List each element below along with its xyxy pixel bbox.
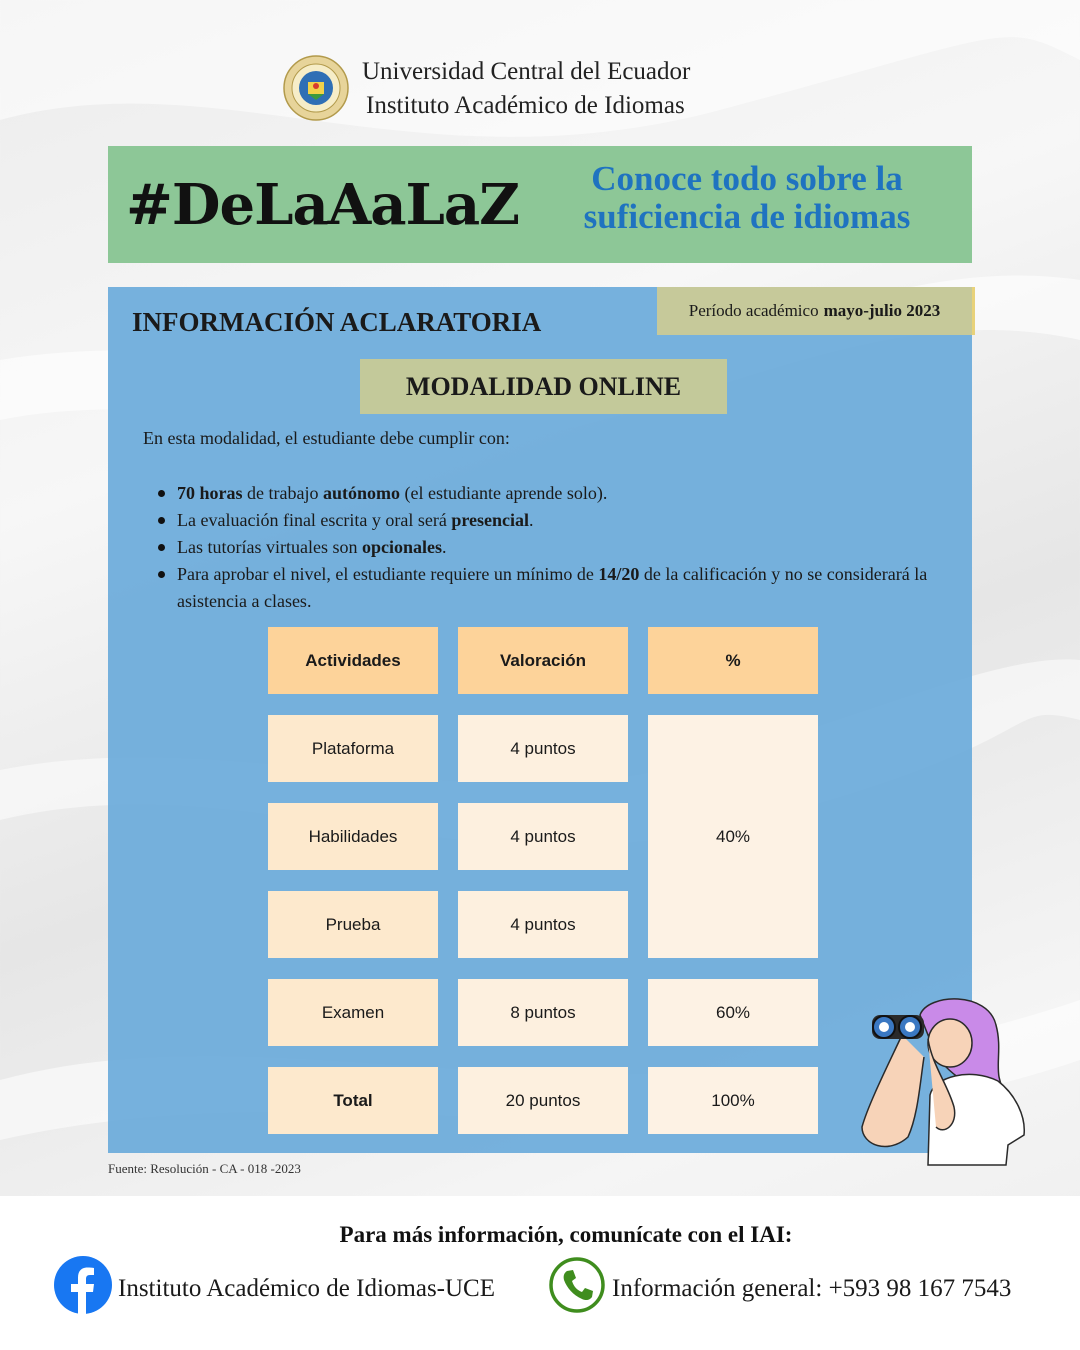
bullet-bold: opcionales bbox=[361, 537, 442, 557]
bullet-text: . bbox=[529, 510, 534, 530]
list-item bbox=[158, 480, 948, 507]
period-label: Período académico bbox=[688, 301, 819, 320]
table-header-percent: % bbox=[648, 627, 818, 694]
bullet-bold: autónomo bbox=[322, 483, 400, 503]
table-cell-total-label: Total bbox=[268, 1067, 438, 1134]
requirements-list bbox=[158, 480, 948, 615]
bullet-text: Las tutorías virtuales son bbox=[177, 537, 362, 557]
table-cell-value: 4 puntos bbox=[458, 891, 628, 958]
table-cell-activity: Examen bbox=[268, 979, 438, 1046]
table-cell-total-percent: 100% bbox=[648, 1067, 818, 1134]
bullet-text: de trabajo bbox=[242, 483, 323, 503]
girl-with-binoculars-illustration bbox=[858, 995, 1028, 1167]
phone-contact[interactable]: Información general: +593 98 167 7543 bbox=[612, 1275, 1012, 1302]
bullet-text: . bbox=[441, 537, 447, 557]
list-item bbox=[158, 534, 948, 561]
table-cell-activity: Plataforma bbox=[268, 715, 438, 782]
table-cell-value: 4 puntos bbox=[458, 715, 628, 782]
whatsapp-phone-icon[interactable] bbox=[548, 1256, 606, 1314]
facebook-page-link[interactable]: Instituto Académico de Idiomas-UCE bbox=[118, 1275, 496, 1302]
table-cell-value: 8 puntos bbox=[458, 979, 628, 1046]
list-item bbox=[158, 561, 948, 615]
list-item bbox=[158, 507, 948, 534]
banner-subtitle bbox=[532, 160, 962, 236]
bullet-text: de la calificación y no se considerará la asistencia a clases. bbox=[177, 564, 928, 611]
table-header-activities: Actividades bbox=[268, 627, 438, 694]
table-cell-value: 4 puntos bbox=[458, 803, 628, 870]
banner-subtitle-line1: Conoce todo sobre la bbox=[591, 159, 903, 198]
bullet-text: Para aprobar el nivel, el estudiante requiere un mínimo de bbox=[177, 564, 599, 584]
table-cell-activity: Prueba bbox=[268, 891, 438, 958]
period-value: mayo-julio 2023 bbox=[823, 301, 941, 320]
table-cell-percent: 60% bbox=[648, 979, 818, 1046]
table-cell-percent-merged: 40% bbox=[648, 715, 818, 958]
table-cell-total-value: 20 puntos bbox=[458, 1067, 628, 1134]
modality-heading: MODALIDAD ONLINE bbox=[360, 359, 727, 414]
institute-name: Instituto Académico de Idiomas bbox=[366, 92, 685, 119]
bullet-text: La evaluación final escrita y oral será bbox=[177, 510, 452, 530]
intro-text: En esta modalidad, el estudiante debe cumplir con: bbox=[143, 428, 510, 448]
info-panel-title: INFORMACIÓN ACLARATORIA bbox=[132, 307, 542, 337]
university-name: Universidad Central del Ecuador bbox=[362, 58, 691, 85]
table-header-valuation: Valoración bbox=[458, 627, 628, 694]
bullet-bold: 70 horas bbox=[177, 483, 243, 503]
academic-period-badge bbox=[657, 287, 975, 335]
facebook-icon[interactable] bbox=[54, 1256, 112, 1314]
bullet-bold: 14/20 bbox=[598, 564, 640, 584]
source-note: Fuente: Resolución - CA - 018 -2023 bbox=[108, 1161, 301, 1176]
bullet-bold: presencial bbox=[451, 510, 530, 530]
bullet-text: (el estudiante aprende solo). bbox=[400, 483, 608, 503]
hashtag-title: #DeLaAaLaZ bbox=[126, 172, 520, 238]
contact-heading: Para más información, comunícate con el IAI: bbox=[339, 1222, 793, 1247]
table-cell-activity: Habilidades bbox=[268, 803, 438, 870]
banner-subtitle-line2: suficiencia de idiomas bbox=[583, 197, 911, 236]
university-seal-icon bbox=[283, 55, 349, 121]
